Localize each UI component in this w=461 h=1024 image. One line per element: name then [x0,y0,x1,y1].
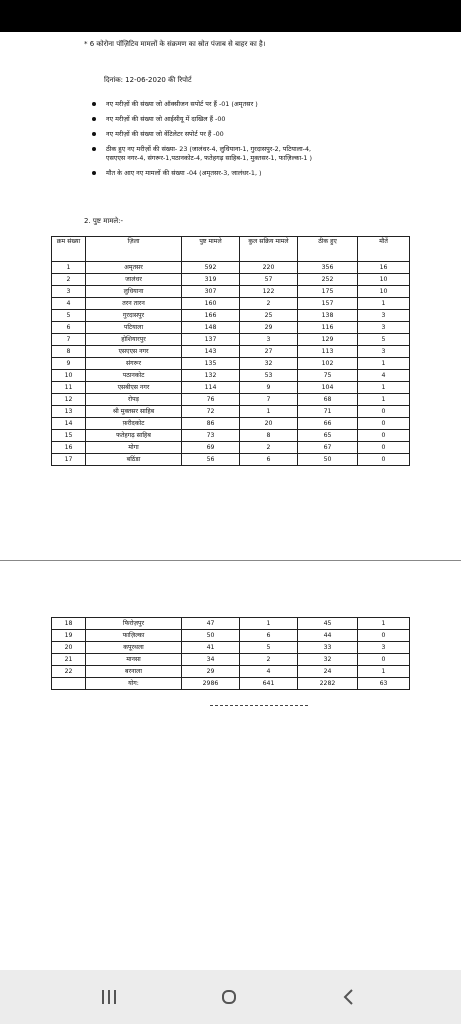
table-cell: 3 [358,346,410,358]
table-cell: 0 [358,630,410,642]
table-cell: 3 [358,322,410,334]
confirmed-cases-table [51,236,410,466]
table-cell: 21 [52,654,86,666]
table-row [52,430,410,442]
table-cell: 16 [52,442,86,454]
table-row [52,382,410,394]
table-cell: 7 [240,394,298,406]
table-cell: जालंधर [86,274,182,286]
table-cell: 8 [52,346,86,358]
table-cell: 1 [240,406,298,418]
table-cell: 67 [298,442,358,454]
table-cell: 220 [240,262,298,274]
table-cell: 5 [52,310,86,322]
table-cell: 135 [182,358,240,370]
table-cell: 113 [298,346,358,358]
table-cell: फिरोज़पुर [86,618,182,630]
table-cell: 6 [240,454,298,466]
table-cell: 6 [52,322,86,334]
table-cell: 0 [358,406,410,418]
table-cell: 53 [240,370,298,382]
table-row [52,334,410,346]
table-row [52,442,410,454]
table-cell: गुरदासपुर [86,310,182,322]
table-cell: 14 [52,418,86,430]
table-row [52,666,410,678]
table-row [52,654,410,666]
table-cell: 148 [182,322,240,334]
table-cell: फाज़िल्का [86,630,182,642]
table-row [52,322,410,334]
table-cell: 114 [182,382,240,394]
total-cell: 2282 [298,678,358,690]
table-body [52,262,410,466]
table-cell: 10 [358,274,410,286]
table-cell: पठानकोट [86,370,182,382]
table-cell: 25 [240,310,298,322]
table-cell: 10 [358,286,410,298]
table-row [52,346,410,358]
table-cell: 68 [298,394,358,406]
table-cell: 116 [298,322,358,334]
total-cell: 63 [358,678,410,690]
table-cell: 5 [240,642,298,654]
table-cell: 16 [358,262,410,274]
home-icon [222,990,236,1004]
table-row [52,298,410,310]
confirmed-cases-table-continued [51,617,410,690]
table-row [52,286,410,298]
table-cell: 86 [182,418,240,430]
table-row [52,418,410,430]
table-cell: 138 [298,310,358,322]
total-cell [52,678,86,690]
table-cell: 15 [52,430,86,442]
table-cell: 8 [240,430,298,442]
table-cell: 44 [298,630,358,642]
table-cell: बरनाला [86,666,182,678]
table-cell: 2 [240,442,298,454]
table-cell: 17 [52,454,86,466]
col-deaths: मौतें [358,237,410,262]
table-cell: रोपड़ [86,394,182,406]
table-cell: 0 [358,454,410,466]
table-cell: फ़रीदकोट [86,418,182,430]
table-cell: फतेहगढ़ साहिब [86,430,182,442]
table-cell: 22 [52,666,86,678]
summary-item: नए मरीज़ों की संख्या जो आईसीयू में दाखिल हैं -00 [92,115,422,124]
table-cell: 4 [240,666,298,678]
table-cell: 7 [52,334,86,346]
summary-item: नए मरीज़ों की संख्या जो ऑक्सीजन सपोर्ट पर हैं -01 (अमृतसर ) [92,100,422,109]
table-cell: 27 [240,346,298,358]
table-cell: 56 [182,454,240,466]
table-cell: अमृतसर [86,262,182,274]
table-row [52,406,410,418]
page-break [0,560,461,561]
table-cell: मोगा [86,442,182,454]
table-cell: 29 [182,666,240,678]
table-cell: 2 [240,654,298,666]
total-cell: योग: [86,678,182,690]
table-row [52,394,410,406]
table-cell: 104 [298,382,358,394]
table-cell: 3 [358,310,410,322]
dashed-rule [210,705,308,706]
table-cell: 6 [240,630,298,642]
table-cell: 65 [298,430,358,442]
table-cell: एसबीएस नगर [86,382,182,394]
table-row [52,310,410,322]
table-cell: 57 [240,274,298,286]
table-cell: 252 [298,274,358,286]
table-cell: 11 [52,382,86,394]
table-cell: 66 [298,418,358,430]
report-date: दिनांक: 12-06-2020 की रिपोर्ट [104,76,192,84]
table-cell: 69 [182,442,240,454]
col-active: कुल सक्रिय मामले [240,237,298,262]
table-cell: 592 [182,262,240,274]
table-cell: 50 [182,630,240,642]
table-cell: 3 [240,334,298,346]
recent-apps-icon [102,990,116,1004]
table-cell: 0 [358,654,410,666]
table-cell: 29 [240,322,298,334]
table-cell: 33 [298,642,358,654]
table-cell: 20 [240,418,298,430]
table-cell: 0 [358,430,410,442]
summary-item: मौत के आए नए मामलों की संख्या -04 (अमृतसर-3, जालंधर-1, ) [92,169,422,178]
total-cell: 2986 [182,678,240,690]
table-cell: 166 [182,310,240,322]
navigation-bar [0,970,461,1024]
table-cell: 157 [298,298,358,310]
table-cell: 1 [358,382,410,394]
table-cell: होशियारपुर [86,334,182,346]
table-cell: 24 [298,666,358,678]
table-cell: 2 [240,298,298,310]
table-cell: 1 [358,618,410,630]
table-row [52,262,410,274]
total-row [52,678,410,690]
table-cell: 41 [182,642,240,654]
table-cell: 4 [52,298,86,310]
table-cell: 73 [182,430,240,442]
table-row [52,618,410,630]
table-cell: 45 [298,618,358,630]
table-header-row [52,237,410,262]
table-cell: 307 [182,286,240,298]
table-cell: 175 [298,286,358,298]
total-cell: 641 [240,678,298,690]
table-cell: 0 [358,442,410,454]
table-cell: मानसा [86,654,182,666]
table-cell: 1 [358,358,410,370]
table-cell: 137 [182,334,240,346]
table-cell: 129 [298,334,358,346]
col-recovered: ठीक हुए [298,237,358,262]
recent-apps-button[interactable] [94,984,124,1010]
table-cell: बठिंडा [86,454,182,466]
table-body [52,618,410,690]
table-cell: 3 [52,286,86,298]
table-cell: संगरूर [86,358,182,370]
table-cell: तरन तारन [86,298,182,310]
col-serial: क्रम संख्या [52,237,86,262]
table-cell: लुधियाना [86,286,182,298]
table-cell: 76 [182,394,240,406]
table-cell: 3 [358,642,410,654]
col-district: ज़िला [86,237,182,262]
table-cell: 1 [358,394,410,406]
table-cell: 71 [298,406,358,418]
table-cell: 1 [240,618,298,630]
table-cell: 319 [182,274,240,286]
status-bar [0,0,461,32]
table-cell: 1 [52,262,86,274]
table-cell: एसएएस नगर [86,346,182,358]
table-cell: 5 [358,334,410,346]
table-cell: 18 [52,618,86,630]
table-cell: 160 [182,298,240,310]
table-cell: 34 [182,654,240,666]
table-cell: 9 [240,382,298,394]
back-icon [342,989,356,1005]
source-note: * 6 कोरोना पॉज़िटिव मामलों के संक्रमण का स्रोत पंजाब से बाहर का है। [84,40,266,48]
table-cell: 75 [298,370,358,382]
table-cell: 32 [240,358,298,370]
table-cell: 13 [52,406,86,418]
table-cell: कपूरथला [86,642,182,654]
table-cell: 1 [358,666,410,678]
col-confirmed: पुष्ट मामले [182,237,240,262]
table-row [52,642,410,654]
table-cell: 132 [182,370,240,382]
table-cell: 47 [182,618,240,630]
table-cell: 12 [52,394,86,406]
table-cell: श्री मुक्तसर साहिब [86,406,182,418]
table-cell: 72 [182,406,240,418]
table-row [52,630,410,642]
table-cell: 10 [52,370,86,382]
table-cell: 122 [240,286,298,298]
summary-item: नए मरीज़ों की संख्या जो वेंटिलेटर सपोर्ट पर हैं -00 [92,130,422,139]
table-cell: 19 [52,630,86,642]
table-row [52,370,410,382]
back-button[interactable] [334,984,364,1010]
table-cell: 50 [298,454,358,466]
section-title: 2. पुष्ट मामले:- [84,217,124,225]
table-cell: 356 [298,262,358,274]
table-row [52,274,410,286]
table-cell: 32 [298,654,358,666]
table-row [52,454,410,466]
table-row [52,358,410,370]
home-button[interactable] [214,984,244,1010]
table-cell: पटियाला [86,322,182,334]
table-cell: 143 [182,346,240,358]
table-cell: 4 [358,370,410,382]
table-cell: 0 [358,418,410,430]
table-cell: 2 [52,274,86,286]
table-cell: 1 [358,298,410,310]
table-cell: 20 [52,642,86,654]
table-cell: 102 [298,358,358,370]
summary-list [92,100,422,184]
table-cell: 9 [52,358,86,370]
summary-item: ठीक हुए नए मरीज़ों की संख्या- 23 (जालंधर-4, लुधियाना-1, गुरदासपुर-2, पटियाला-4, एसएएस नगर-4, संगरूर-1,पठानकोट-4, फतेहगढ़ साहिब-1, मुक्तसर-1, फाज़िल्का-1 ) [92,145,422,163]
